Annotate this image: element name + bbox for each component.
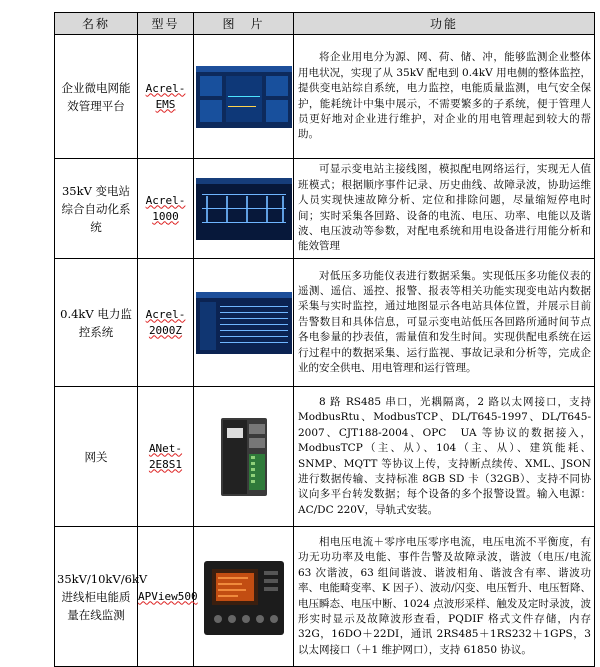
header-function: 功能: [294, 13, 595, 35]
product-function: 将企业用电分为源、网、荷、储、冲，能够监测企业整体用电状况，实现了从 35kV 配电到 0.4kV 用电侧的整体监控，提供变电站综自系统，电力监控，电能质量监测，电气安全保护，能耗统计中集中展示，不需要繁多的子系统，便于管理人员更好地对企业进行维护，对企业的用电管理起到较大的帮助。: [298, 51, 591, 141]
table-row: [55, 259, 595, 387]
product-model: ANet-2E8S1: [148, 441, 183, 471]
table-header-row: [55, 13, 595, 35]
power-quality-device-photo-icon: [200, 555, 288, 639]
product-name: 0.4kV 电力监控系统: [55, 259, 138, 387]
header-name: 名称: [55, 13, 138, 35]
product-function: 相电压电流＋零序电压零序电流，电压电流不平衡度，有功无功功率及电能、事件告警及故障录波，谐波（电压/电流 63 次谐波，63 组间谐波、谐波相角、谐波含有率、谐波功率、电能畸变率、K 因子）、波动/闪变、电压暂升、电压暂降、电压瞬态、电压中断、1024 点波形采样、触发及定时录波，波形实时显示及故障波形查看，PQDIF 格式文件存储，内存 32G，16DO＋22DI，通讯 2RS485＋1RS232＋1GPS，3 以太网接口（＋1 维护网口），支持 61850 协议。: [298, 535, 591, 656]
product-model: Acrel-EMS: [145, 81, 186, 111]
table-row: [55, 35, 595, 159]
table-row: [55, 387, 595, 527]
table-row: [55, 159, 595, 259]
product-function: 8 路 RS485 串口，光耦隔离，2 路以太网接口，支持 ModbusRtu、ModbusTCP、DL/T645-1997、DL/T645-2007、CJT188-2004、OPC UA 等协议的数据接入，ModbusTCP（主、从）、104（主、从）、建筑能耗、SNMP、MQTT 等协议上传，支持断点续传、XML、JSON 进行数据传输、支持标准 8GB SD 卡（32GB）、支持不同协议向多平台转发数据；每个设备的多个报警设置。输入电源：AC/DC 220V，导轨式安装。: [298, 395, 591, 516]
product-name: 35kV 变电站综合自动化系统: [55, 159, 138, 259]
product-function: 可显示变电站主接线图，模拟配电网络运行，实现无人值班模式；根据顺序事件记录、历史曲线、故障录波，协助运维人员实现快速故障分析、定位和排除问题，尽量缩短停电时间；实时采集各回路、设备的电流、电压、功率、电能以及谐波、电压波动等参数，对配电系统和用电设备进行用能分析和能效管理: [298, 163, 591, 253]
power-monitoring-screenshot-icon: [196, 292, 292, 354]
table-row: [55, 527, 595, 667]
product-model: Acrel-1000: [145, 193, 186, 223]
product-model: Acrel-2000Z: [145, 307, 186, 337]
product-table: [54, 12, 595, 667]
ems-dashboard-screenshot-icon: [196, 66, 292, 128]
product-function: 对低压多功能仪表进行数据采集。实现低压多功能仪表的遥测、遥信、遥控、报警、报表等相关功能实现变电站内数据采集与实时监控，通过地图显示各电站具体位置，并展示目前告警数目和具体信息，可显示变电站低压各回路所通时间节点各电参量的抄表值，需量值和发生时间。实现供配电系统在运行过程中的数据采集、运行监视、事故记录和分析等，完成企业的安全供电、用电管理和运行管理。: [298, 269, 591, 375]
gateway-device-photo-icon: [213, 414, 275, 500]
substation-scada-screenshot-icon: [196, 178, 292, 240]
product-name: 网关: [55, 387, 138, 527]
product-name: 35kV/10kV/6kV 进线柜电能质量在线监测: [55, 527, 138, 667]
product-model: APView500: [138, 589, 198, 603]
product-name: 企业微电网能效管理平台: [55, 35, 138, 159]
header-image: 图 片: [194, 13, 294, 35]
header-model: 型号: [138, 13, 194, 35]
